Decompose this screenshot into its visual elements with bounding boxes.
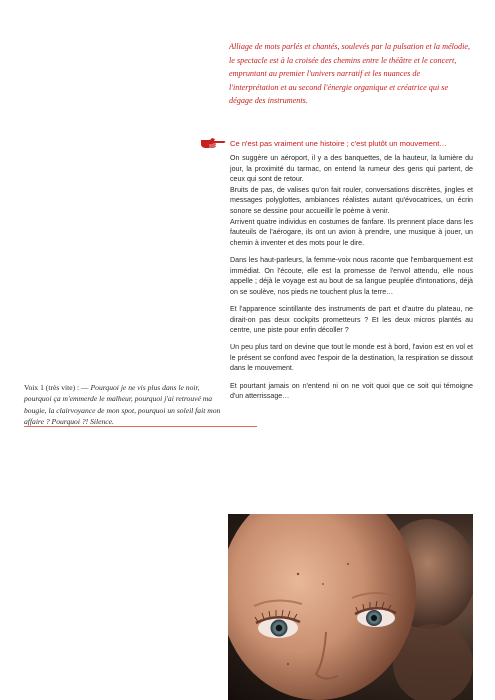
body-paragraph: Un peu plus tard on devine que tout le monde est à bord, l'avion est en vol et le présent se confond avec l'espoir de la destination, la respiration se dissout dans le mouvement. [230, 343, 473, 373]
section-header [200, 136, 475, 150]
sidebar-divider [24, 426, 257, 427]
intro-text: Alliage de mots parlés et chantés, soulevés par la pulsation et la mélodie, le spectacle est à la croisée des chemins entre le théâtre et le concert, empruntant au premier l'univers narratif et les nuances de l'interprétation et au second l'énergie organique et créatrice qui se dégage des instruments. [229, 42, 471, 106]
sidebar-quote [24, 382, 224, 428]
body-paragraph: On suggère un aéroport, il y a des banquettes, de la hauteur, la lumière du jour, la proximité du tarmac, on entend la rumeur des gens qui partent, de ceux qui sont de retour. [230, 154, 473, 184]
body-paragraph: Bruits de pas, de valises qu'on fait rouler, conversations discrètes, jingles et messages polyglottes, ambiances réalistes autant qu'évocatrices, un écrin sonore se dessine pour accueillir le poème à venir. [230, 185, 473, 215]
sidebar-speaker: Voix 1 (très vite) : — [24, 383, 91, 392]
doll-face-photo [228, 514, 473, 700]
body-paragraph: Et l'apparence scintillante des instruments de part et d'autre du plateau, ne dirait-on pas deux cockpits prometteurs ? Et les deux micros plantés au centre, une piste pour enfin décoller ? [230, 304, 473, 335]
body-column [230, 153, 473, 408]
pointing-hand-icon [200, 136, 228, 150]
body-paragraph: Arrivent quatre individus en costumes de fanfare. Ils prennent place dans les fauteuils de l'aérogare, ils ont un avion à prendre, une musique à jouer, un chemin à inventer et des mots pour le dire. [230, 217, 473, 247]
sidebar-quote-text: Pourquoi je ne vis plus dans le noir, pourquoi ça m'emmerde le malheur, pourquoi j'ai retrouvé ma bougie, la clairvoyance de mon spot, pourquoi un soleil fait mon affaire ? Pourquoi ?! Silence. [24, 383, 221, 427]
body-paragraph: Et pourtant jamais on n'entend ni on ne voit quoi que ce soit qui témoigne d'un atterrissage… [230, 381, 473, 401]
doll-face-illustration [228, 514, 473, 700]
section-title: Ce n'est pas vraiment une histoire ; c'est plutôt un mouvement… [230, 138, 447, 148]
body-paragraph: Dans les haut-parleurs, la femme-voix nous raconte que l'embarquement est immédiat. On l'écoute, elle est la promesse de l'envol attendu, elle nous appelle ; déjà le voyage est au bout de sa langue peuplée d'intonations, déjà on se soulève, nos pieds ne touchent plus la terre… [230, 255, 473, 296]
